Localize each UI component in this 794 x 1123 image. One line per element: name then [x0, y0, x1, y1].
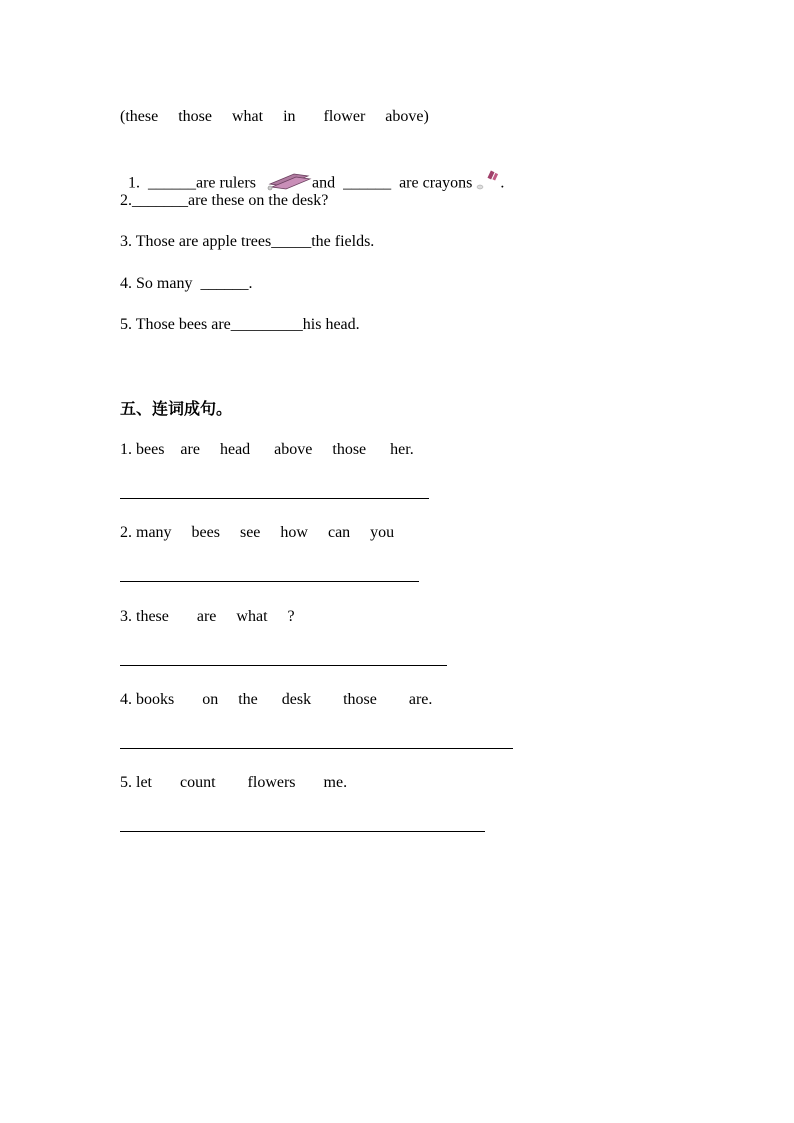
answer-line-1 [120, 498, 429, 499]
crayons-icon [472, 170, 500, 198]
q1-part-rulers: 1. ______are rulers [128, 174, 264, 192]
fill-question-4: 4. So many ______. [120, 275, 253, 292]
answer-line-5 [120, 831, 485, 832]
q1-part-crayons: and ______ are crayons [311, 174, 473, 192]
section-5-title: 五、连词成句。 [120, 399, 233, 418]
order-question-2: 2. many bees see how can you [120, 524, 395, 541]
order-question-4: 4. books on the desk those are. [120, 691, 433, 708]
fill-question-5: 5. Those bees are_________his head. [120, 316, 360, 333]
answer-line-4 [120, 748, 513, 749]
word-bank: (these those what in flower above) [120, 108, 429, 125]
order-question-1: 1. bees are head above those her. [120, 441, 414, 458]
answer-line-2 [120, 581, 419, 582]
answer-line-3 [120, 665, 447, 666]
fill-question-2: 2._______are these on the desk? [120, 192, 329, 209]
fill-question-3: 3. Those are apple trees_____the fields. [120, 233, 375, 250]
order-question-3: 3. these are what ? [120, 608, 295, 625]
q1-end: . [500, 174, 505, 192]
order-question-5: 5. let count flowers me. [120, 774, 348, 791]
